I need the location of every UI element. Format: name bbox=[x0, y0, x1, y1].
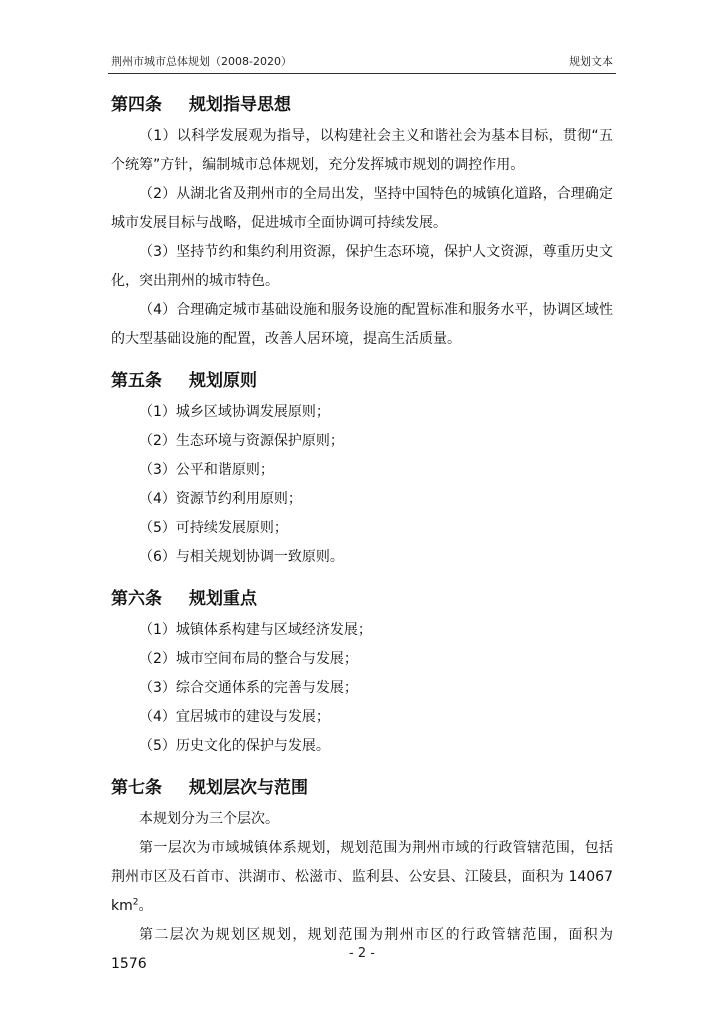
section-heading-5 bbox=[111, 364, 613, 398]
header-document-title: 荆州市城市总体规划（2008-2020） bbox=[111, 55, 292, 68]
paragraph: （3）坚持节约和集约利用资源，保护生态环境，保护人文资源，尊重历史文化，突出荆州的城市特色。 bbox=[111, 244, 613, 289]
list-item: （1）城乡区域协调发展原则； bbox=[139, 404, 330, 420]
section-number: 第六条 bbox=[111, 589, 162, 609]
paragraph-end: 。 bbox=[138, 898, 153, 914]
list-item: （4）资源节约利用原则； bbox=[139, 491, 302, 507]
header-section-label: 规划文本 bbox=[569, 55, 613, 68]
paragraph: （1）以科学发展观为指导，以构建社会主义和谐社会为基本目标，贯彻“五个统筹”方针，编制城市总体规划，充分发挥城市规划的调控作用。 bbox=[111, 128, 613, 173]
paragraph bbox=[111, 834, 613, 921]
section-title: 规划重点 bbox=[189, 589, 257, 609]
page-header bbox=[111, 52, 613, 72]
list-item: （6）与相关规划协调一致原则。 bbox=[139, 549, 344, 565]
paragraph: （2）从湖北省及荆州市的全局出发，坚持中国特色的城镇化道路，合理确定城市发展目标与战略，促进城市全面协调可持续发展。 bbox=[111, 186, 613, 231]
section-title: 规划指导思想 bbox=[189, 95, 291, 115]
section-number: 第七条 bbox=[111, 778, 162, 798]
section-heading-7 bbox=[111, 771, 613, 805]
list-item: （5）历史文化的保护与发展。 bbox=[139, 738, 330, 754]
section-heading-4 bbox=[111, 88, 613, 122]
paragraph: 本规划分为三个层次。 bbox=[139, 811, 279, 827]
list-item: （3）综合交通体系的完善与发展； bbox=[139, 680, 358, 696]
list-item: （4）宜居城市的建设与发展； bbox=[139, 709, 330, 725]
superscript: 2 bbox=[132, 897, 139, 908]
page-number: - 2 - bbox=[349, 946, 375, 961]
paragraph: 第二层次为规划区规划，规划范围为荆州市区的行政管辖范围，面积为 1576 bbox=[111, 927, 613, 972]
paragraph-text: 第一层次为市域城镇体系规划，规划范围为荆州市域的行政管辖范围，包括荆州市区及石首市、洪湖市、松滋市、监利县、公安县、江陵县，面积为 14067 km bbox=[111, 840, 613, 914]
section-title: 规划层次与范围 bbox=[189, 778, 308, 798]
list-item: （2）生态环境与资源保护原则； bbox=[139, 433, 344, 449]
section-number: 第五条 bbox=[111, 371, 162, 391]
list-item: （1）城镇体系构建与区域经济发展； bbox=[139, 622, 372, 638]
section-heading-6 bbox=[111, 582, 613, 616]
list-item: （3）公平和谐原则； bbox=[139, 462, 274, 478]
header-divider bbox=[108, 73, 616, 74]
paragraph: （4）合理确定城市基础设施和服务设施的配置标准和服务水平，协调区域性的大型基础设施的配置，改善人居环境，提高生活质量。 bbox=[111, 302, 613, 347]
list-item: （2）城市空间布局的整合与发展； bbox=[139, 651, 358, 667]
section-number: 第四条 bbox=[111, 95, 162, 115]
section-title: 规划原则 bbox=[189, 371, 257, 391]
document-body bbox=[111, 88, 613, 979]
list-item: （5）可持续发展原则； bbox=[139, 520, 288, 536]
